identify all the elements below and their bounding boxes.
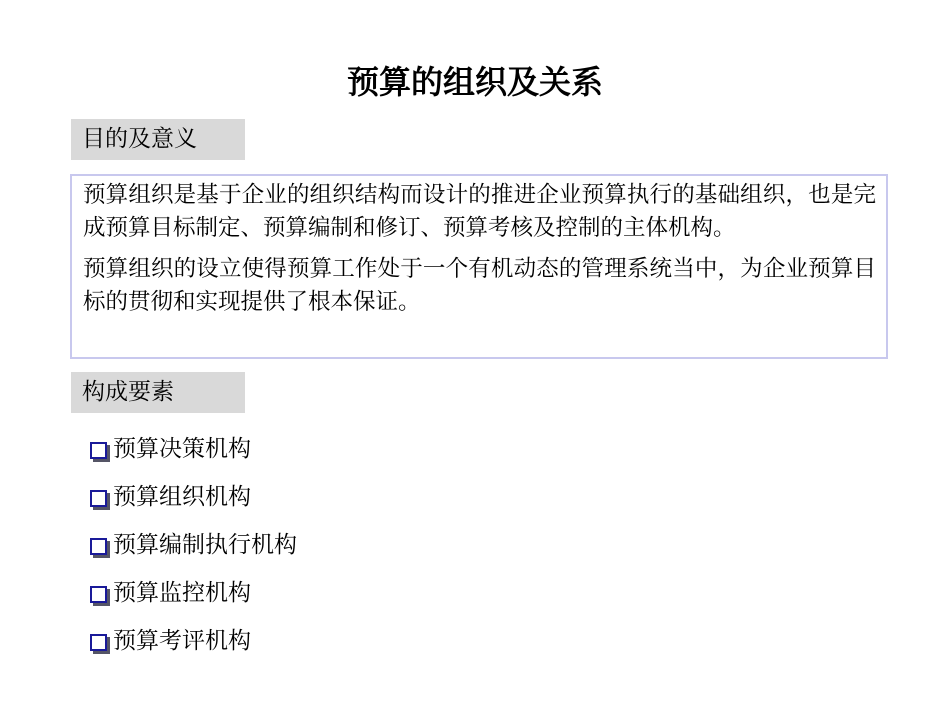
components-section-header: 构成要素 xyxy=(71,372,245,413)
list-item xyxy=(90,617,297,665)
checkbox-icon xyxy=(90,586,107,603)
list-item-label: 预算组织机构 xyxy=(113,484,251,510)
list-item xyxy=(90,569,297,617)
list-item xyxy=(90,425,297,473)
checkbox-icon xyxy=(90,634,107,651)
list-item-label: 预算决策机构 xyxy=(113,436,251,462)
checkbox-icon xyxy=(90,538,107,555)
purpose-section-header: 目的及意义 xyxy=(71,119,245,160)
checkbox-icon xyxy=(90,490,107,507)
page-title: 预算的组织及关系 xyxy=(346,63,603,101)
list-item xyxy=(90,473,297,521)
list-item-label: 预算考评机构 xyxy=(113,628,251,654)
purpose-text-box xyxy=(70,174,888,359)
list-item-label: 预算编制执行机构 xyxy=(113,532,297,558)
purpose-paragraph: 预算组织的设立使得预算工作处于一个有机动态的管理系统当中，为企业预算目标的贯彻和实现提供了根本保证。 xyxy=(83,256,876,315)
purpose-paragraph: 预算组织是基于企业的组织结构而设计的推进企业预算执行的基础组织，也是完成预算目标制定、预算编制和修订、预算考核及控制的主体机构。 xyxy=(83,182,876,241)
checkbox-icon xyxy=(90,442,107,459)
list-item xyxy=(90,521,297,569)
components-list xyxy=(90,425,297,665)
list-item-label: 预算监控机构 xyxy=(113,580,251,606)
